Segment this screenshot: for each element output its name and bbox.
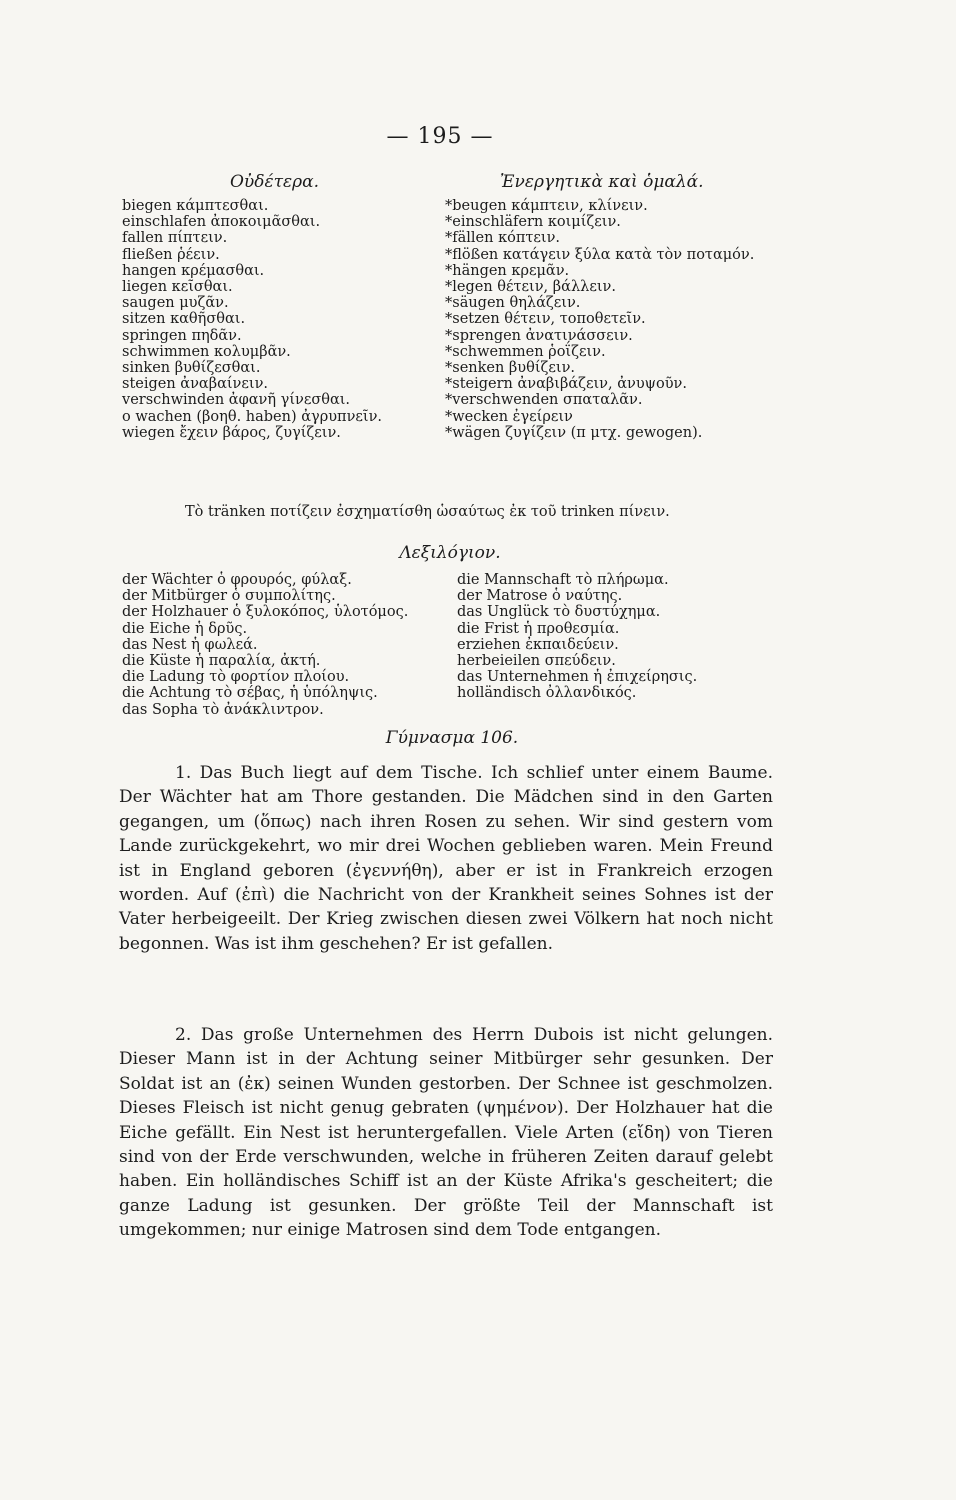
list-item: die Frist ἡ προθεσμία. — [457, 620, 620, 637]
list-item: der Holzhauer ὁ ξυλοκόπος, ὑλοτόμος. — [122, 604, 409, 621]
list-item: sinken βυθίζεσθαι. — [122, 360, 261, 377]
list-item: die Achtung τὸ σέβας, ἡ ὑπόληψις. — [122, 685, 378, 702]
list-item: steigen ἀναβαίνειν. — [122, 376, 268, 393]
list-item: *verschwenden σπαταλᾶν. — [445, 392, 643, 409]
intransitive-heading: Οὐδέτερα. — [230, 172, 320, 192]
exercise-paragraph-2: 2. Das große Unternehmen des Herrn Dubois ist nicht gelungen. Dieser Mann ist in der Achtung seiner Mitbürger sehr gesunken. Der Soldat ist an (ἐκ) seinen Wunden gestorben. Der Schnee ist geschmolzen. Dieses Fleisch ist nicht genug gebraten (ψημένον). Der Holzhauer hat die Eiche gefällt. Ein Nest ist heruntergefallen. Viele Arten (εἴδη) von Tieren sind von der Erde verschwunden, welche in früheren Zeiten darauf gelebt haben. Ein holländisches Schiff ist an der Küste Afrika's gescheitert; die ganze Ladung ist gesunken. Der größte Teil der Mannschaft ist umgekommen; nur einige Matrosen sind dem Tode entgangen. — [119, 1025, 773, 1241]
list-item: herbeieilen σπεύδειν. — [457, 653, 616, 670]
list-item: der Matrose ὁ ναύτης. — [457, 588, 623, 605]
list-item: *wägen ζυγίζειν (π μτχ. gewogen). — [445, 424, 703, 441]
list-item: *legen θέτειν, βάλλειν. — [445, 279, 616, 296]
list-item: fließen ῥέειν. — [122, 246, 220, 263]
list-item: *schwemmen ῥοΐζειν. — [445, 343, 606, 360]
list-item: wiegen ἔχειν βάρος, ζυγίζειν. — [122, 424, 341, 441]
list-item: saugen μυζᾶν. — [122, 295, 229, 312]
list-item: springen πηδᾶν. — [122, 327, 242, 344]
list-item: liegen κεῖσθαι. — [122, 279, 233, 296]
list-item: verschwinden ἀφανῆ γίνεσθαι. — [122, 392, 351, 409]
list-item: hangen κρέμασθαι. — [122, 262, 265, 279]
list-item: sitzen καθῆσθαι. — [122, 311, 246, 328]
list-item: *beugen κάμπτειν, κλίνειν. — [445, 198, 648, 214]
list-item: biegen κάμπτεσθαι. — [122, 198, 269, 214]
list-item: das Nest ἡ φωλεά. — [122, 636, 258, 653]
list-item: die Ladung τὸ φορτίον πλοίου. — [122, 669, 350, 686]
transitive-heading: Ἐνεργητικὰ καὶ ὁμαλά. — [500, 172, 704, 192]
vocabulary-heading: Λεξιλόγιον. — [399, 543, 501, 563]
transitive-verb-list — [445, 198, 754, 441]
list-item: *senken βυθίζειν. — [445, 360, 576, 377]
list-item: *setzen θέτειν, τοποθετεῖν. — [445, 311, 646, 328]
list-item: erziehen ἐκπαιδεύειν. — [457, 636, 619, 653]
page-number: — 195 — — [386, 124, 494, 149]
list-item: schwimmen κολυμβᾶν. — [122, 343, 291, 360]
list-item: die Eiche ἡ δρῦς. — [122, 620, 248, 637]
list-item: *einschläfern κοιμίζειν. — [445, 214, 621, 231]
intransitive-verb-list — [122, 198, 382, 441]
list-item: o wachen (βοηθ. haben) ἀγρυπνεῖν. — [122, 408, 383, 425]
list-item: *hängen κρεμᾶν. — [445, 262, 570, 279]
list-item: die Mannschaft τὸ πλήρωμα. — [457, 572, 669, 588]
list-item: das Unglück τὸ δυστύχημα. — [457, 604, 661, 621]
list-item: *säugen θηλάζειν. — [445, 295, 581, 312]
vocabulary-left-list — [122, 572, 408, 718]
list-item: die Küste ἡ παραλία, ἀκτή. — [122, 653, 321, 670]
list-item: das Unternehmen ἡ ἐπιχείρησις. — [457, 669, 698, 686]
list-item: das Sopha τὸ ἀνάκλιντρον. — [122, 701, 324, 718]
formation-note: Τὸ tränken ποτίζειν ἐσχηματίσθη ὡσαύτως ἐκ τοῦ trinken πίνειν. — [185, 504, 670, 520]
exercise-heading: Γύμνασμα 106. — [385, 728, 519, 748]
vocabulary-right-list — [457, 572, 697, 702]
list-item: fallen πίπτειν. — [122, 230, 228, 247]
list-item: der Wächter ὁ φρουρός, φύλαξ. — [122, 572, 352, 588]
list-item: *flößen κατάγειν ξύλα κατὰ τὸν ποταμόν. — [445, 246, 755, 263]
list-item: *sprengen ἀνατινάσσειν. — [445, 327, 633, 344]
exercise-paragraph-1: 1. Das Buch liegt auf dem Tische. Ich schlief unter einem Baume. Der Wächter hat am Thore gestanden. Die Mädchen sind in den Garten gegangen, um (ὅπως) nach ihren Rosen zu sehen. Wir sind gestern vom Lande zurückgekehrt, wo mir drei Wochen geblieben waren. Mein Freund ist in England geboren (ἐγεννήθη), aber er ist in Frankreich erzogen worden. Auf (ἐπὶ) die Nachricht von der Krankheit seines Sohnes ist der Vater herbeigeeilt. Der Krieg zwischen diesen zwei Völkern hat noch nicht begonnen. Was ist ihm geschehen? Er ist gefallen. — [119, 763, 773, 954]
list-item: *steigern ἀναβιβάζειν, ἀνυψοῦν. — [445, 376, 687, 393]
list-item: der Mitbürger ὁ συμπολίτης. — [122, 588, 336, 605]
list-item: *fällen κόπτειν. — [445, 230, 561, 247]
list-item: einschlafen ἀποκοιμᾶσθαι. — [122, 214, 321, 231]
list-item: holländisch ὀλλανδικός. — [457, 685, 637, 702]
list-item: *wecken ἐγείρειν — [445, 408, 573, 425]
